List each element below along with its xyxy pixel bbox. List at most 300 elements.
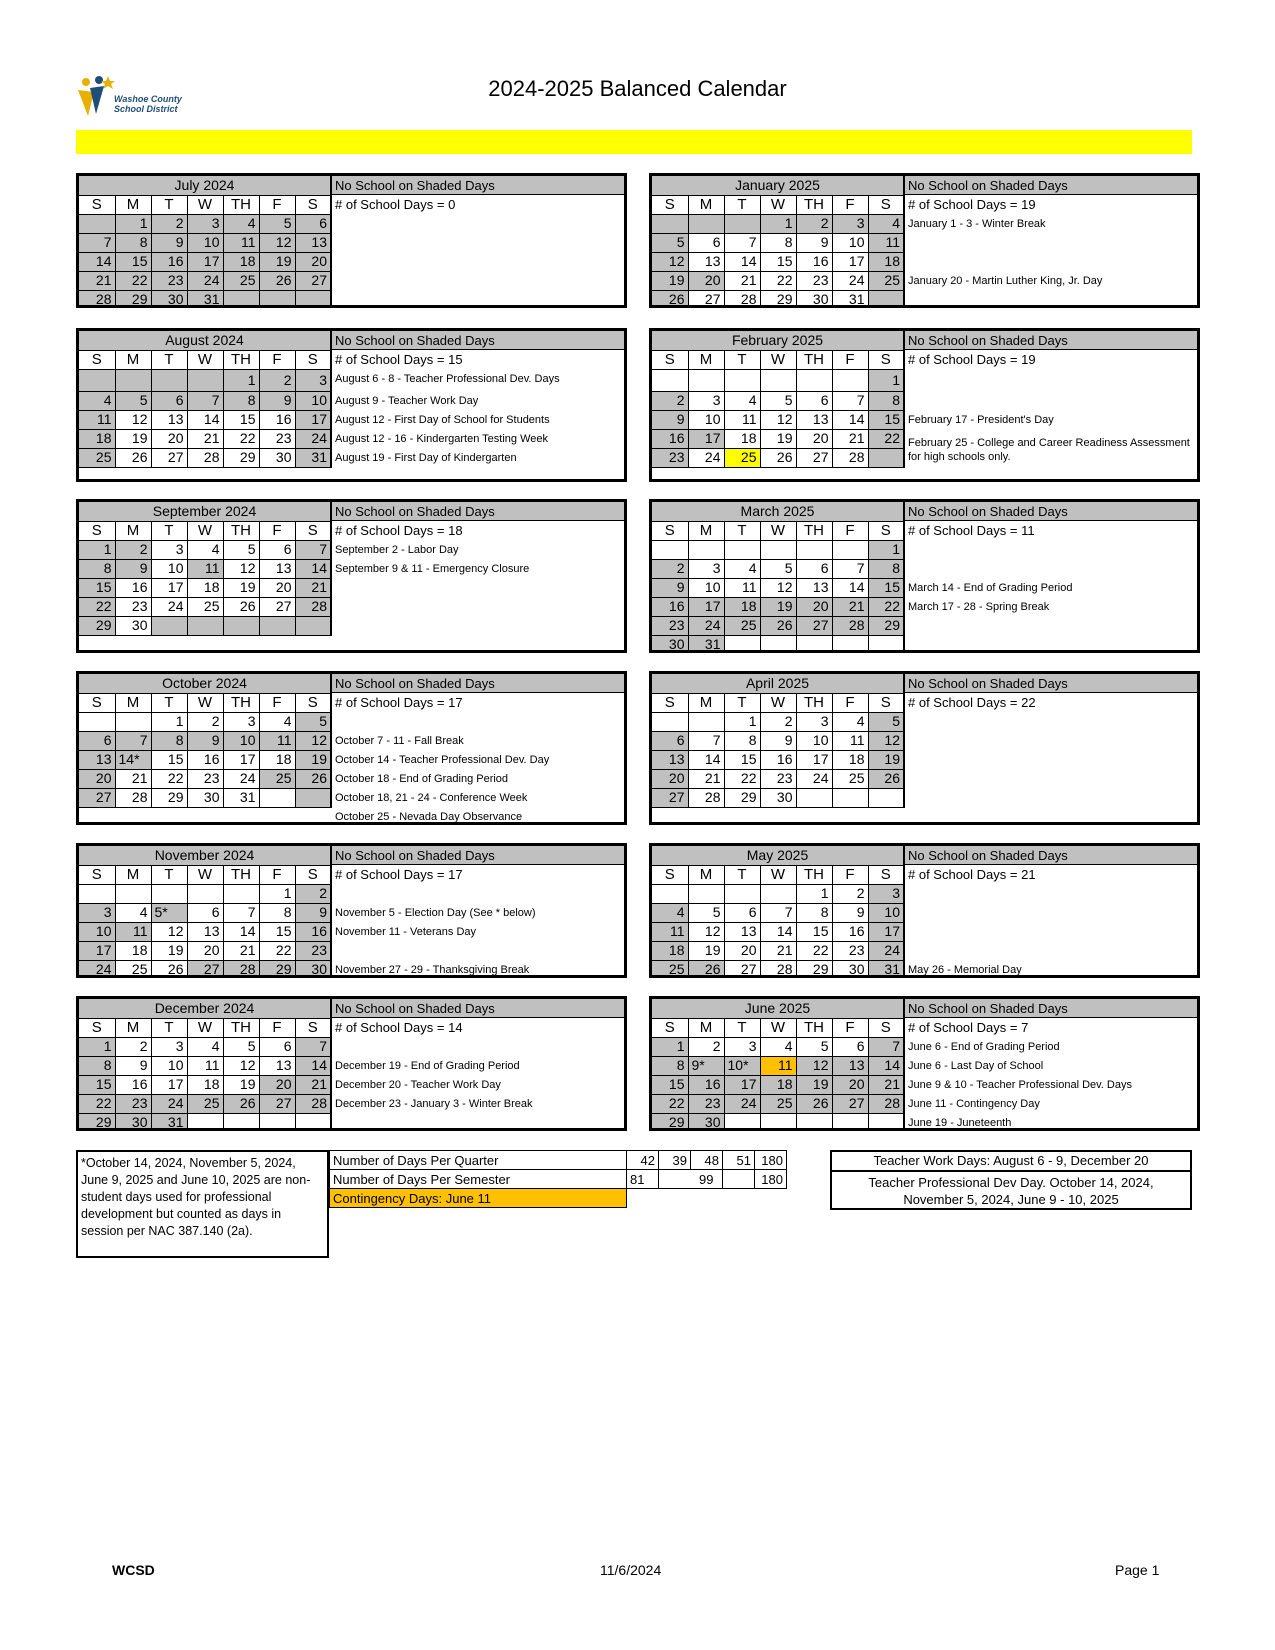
shaded-days-label: No School on Shaded Days	[332, 176, 624, 195]
day-cell: 23	[832, 941, 868, 960]
day-cell: 8	[79, 559, 115, 578]
month-block	[649, 328, 1200, 482]
day-cell: 16	[652, 429, 688, 448]
month-block	[649, 499, 1200, 653]
day-cell: 8	[724, 731, 760, 750]
day-cell: 8	[115, 233, 151, 252]
day-cell	[796, 369, 832, 391]
day-cell: 27	[688, 290, 724, 308]
day-cell: 30	[760, 788, 796, 807]
month-info	[905, 331, 1197, 479]
day-cell: 18	[652, 941, 688, 960]
weekday-header: T	[151, 195, 187, 214]
weekday-header: F	[259, 521, 295, 540]
day-cell: 2	[187, 712, 223, 731]
day-cell: 7	[187, 391, 223, 410]
day-cell: 20	[151, 429, 187, 448]
weekday-header: T	[724, 693, 760, 712]
day-cell: 29	[796, 960, 832, 978]
day-cell	[295, 616, 331, 635]
day-cell	[868, 635, 904, 653]
day-cell: 4	[223, 214, 259, 233]
weekday-header: W	[760, 350, 796, 369]
week-row	[652, 1037, 904, 1056]
day-cell: 21	[832, 597, 868, 616]
day-cell: 5	[295, 712, 331, 731]
day-cell	[868, 290, 904, 308]
weekday-header: TH	[223, 195, 259, 214]
week-row	[79, 712, 331, 731]
day-cell	[796, 540, 832, 559]
day-cell: 21	[760, 941, 796, 960]
day-cell: 16	[259, 410, 295, 429]
weekday-header: F	[259, 693, 295, 712]
day-cell: 20	[796, 597, 832, 616]
day-cell: 30	[115, 616, 151, 635]
day-cell: 7	[295, 540, 331, 559]
day-cell: 29	[652, 1113, 688, 1131]
weekday-header: S	[79, 865, 115, 884]
day-cell: 8	[652, 1056, 688, 1075]
day-cell: 13	[832, 1056, 868, 1075]
day-cell: 17	[79, 941, 115, 960]
day-cell: 8	[796, 903, 832, 922]
day-cell: 3	[796, 712, 832, 731]
contingency-row	[330, 1189, 787, 1208]
shaded-days-label: No School on Shaded Days	[905, 502, 1197, 521]
day-cell	[115, 712, 151, 731]
day-cell: 20	[259, 578, 295, 597]
day-cell: 19	[115, 429, 151, 448]
day-cell: 20	[796, 429, 832, 448]
day-cell: 21	[223, 941, 259, 960]
day-cell: 17	[688, 429, 724, 448]
day-cell: 6	[652, 731, 688, 750]
week-row	[652, 616, 904, 635]
shaded-days-label: No School on Shaded Days	[905, 674, 1197, 693]
day-cell: 3	[295, 369, 331, 391]
day-cell: 8	[223, 391, 259, 410]
day-cell: 15	[796, 922, 832, 941]
day-cell: 16	[688, 1075, 724, 1094]
day-cell: 3	[187, 214, 223, 233]
weekday-header: S	[79, 350, 115, 369]
day-cell: 1	[79, 540, 115, 559]
school-days-count: # of School Days = 17	[335, 695, 463, 710]
day-cell: 5	[760, 559, 796, 578]
day-cell: 19	[295, 750, 331, 769]
day-cell: 22	[79, 1094, 115, 1113]
calendar-note: September 9 & 11 - Emergency Closure	[335, 563, 530, 575]
weekday-header: M	[688, 521, 724, 540]
day-cell: 2	[295, 884, 331, 903]
calendar-note: October 25 - Nevada Day Observance	[335, 811, 523, 823]
week-row	[79, 448, 331, 467]
day-cell: 8	[151, 731, 187, 750]
day-cell: 5	[259, 214, 295, 233]
weekday-header: F	[259, 195, 295, 214]
day-cell: 11	[652, 922, 688, 941]
semester-value: 81	[627, 1170, 659, 1189]
day-cell: 15	[79, 1075, 115, 1094]
day-cell	[760, 540, 796, 559]
day-cell: 28	[295, 1094, 331, 1113]
day-cell: 15	[79, 578, 115, 597]
day-cell: 24	[223, 769, 259, 788]
weekday-header: S	[868, 350, 904, 369]
shaded-days-label: No School on Shaded Days	[332, 999, 624, 1018]
day-cell: 18	[832, 750, 868, 769]
day-cell: 25	[259, 769, 295, 788]
weekday-header: M	[115, 693, 151, 712]
day-cell: 23	[259, 429, 295, 448]
day-cell: 22	[259, 941, 295, 960]
month-title: April 2025	[652, 674, 904, 693]
day-cell: 10	[688, 578, 724, 597]
day-cell: 23	[652, 616, 688, 635]
calendar-table	[652, 331, 905, 468]
calendar-table	[652, 502, 905, 653]
day-cell: 10	[79, 922, 115, 941]
month-title: September 2024	[79, 502, 331, 521]
day-cell: 9	[115, 559, 151, 578]
day-cell: 21	[688, 769, 724, 788]
contingency-label: Contingency Days: June 11	[330, 1189, 627, 1208]
day-cell: 10	[223, 731, 259, 750]
day-cell: 21	[187, 429, 223, 448]
day-cell: 14	[187, 410, 223, 429]
week-row	[79, 252, 331, 271]
weekday-header: W	[187, 693, 223, 712]
day-cell	[187, 1113, 223, 1131]
month-block	[76, 499, 627, 653]
day-cell: 26	[295, 769, 331, 788]
day-cell: 13	[151, 410, 187, 429]
day-cell: 5	[688, 903, 724, 922]
day-cell: 11	[832, 731, 868, 750]
day-cell: 24	[295, 429, 331, 448]
day-cell	[223, 1113, 259, 1131]
day-cell: 17	[832, 252, 868, 271]
day-cell: 16	[151, 252, 187, 271]
month-block	[76, 671, 627, 825]
day-cell: 23	[187, 769, 223, 788]
week-row	[79, 540, 331, 559]
day-cell: 9	[652, 578, 688, 597]
day-cell: 28	[832, 616, 868, 635]
day-cell: 22	[652, 1094, 688, 1113]
day-cell: 4	[187, 540, 223, 559]
day-cell: 2	[760, 712, 796, 731]
day-cell: 13	[79, 750, 115, 769]
weekday-header: F	[832, 693, 868, 712]
day-cell: 18	[724, 597, 760, 616]
teacher-work-days-box: Teacher Work Days: August 6 - 9, December 20	[830, 1150, 1192, 1172]
day-cell	[832, 1113, 868, 1131]
day-cell: 17	[868, 922, 904, 941]
week-row	[652, 731, 904, 750]
week-row	[79, 788, 331, 807]
week-row	[652, 578, 904, 597]
day-cell: 11	[115, 922, 151, 941]
day-cell: 19	[223, 1075, 259, 1094]
day-cell: 27	[259, 1094, 295, 1113]
day-cell: 17	[151, 578, 187, 597]
day-cell: 11	[79, 410, 115, 429]
day-cell: 25	[760, 1094, 796, 1113]
semester-spacer	[659, 1170, 691, 1189]
day-cell: 18	[724, 429, 760, 448]
month-calendar	[79, 999, 332, 1128]
day-cell: 22	[151, 769, 187, 788]
weekday-header: T	[151, 521, 187, 540]
day-cell: 15	[151, 750, 187, 769]
day-cell: 18	[79, 429, 115, 448]
week-row	[79, 941, 331, 960]
day-cell: 22	[760, 271, 796, 290]
week-row	[652, 922, 904, 941]
month-title: July 2024	[79, 176, 331, 195]
day-cell: 13	[724, 922, 760, 941]
week-row	[79, 271, 331, 290]
quarter-label: Number of Days Per Quarter	[330, 1151, 627, 1170]
weekday-header: W	[187, 521, 223, 540]
day-cell: 14	[832, 410, 868, 429]
calendar-note: November 5 - Election Day (See * below)	[335, 907, 536, 919]
day-cell	[796, 788, 832, 807]
day-cell: 31	[688, 635, 724, 653]
day-cell: 31	[151, 1113, 187, 1131]
day-cell	[688, 712, 724, 731]
day-cell: 25	[223, 271, 259, 290]
day-cell: 19	[760, 429, 796, 448]
day-cell: 4	[115, 903, 151, 922]
quarter-row	[330, 1151, 787, 1170]
month-info	[332, 176, 624, 305]
calendar-table	[79, 846, 332, 978]
day-cell: 12	[151, 922, 187, 941]
day-cell: 28	[115, 788, 151, 807]
day-cell: 10	[187, 233, 223, 252]
day-cell: 1	[868, 540, 904, 559]
day-cell	[223, 616, 259, 635]
day-cell: 2	[652, 559, 688, 578]
calendar-note: June 9 & 10 - Teacher Professional Dev. Days	[908, 1079, 1132, 1091]
day-cell: 2	[796, 214, 832, 233]
day-cell	[295, 1113, 331, 1131]
day-cell: 13	[295, 233, 331, 252]
day-cell: 15	[259, 922, 295, 941]
month-calendar	[652, 846, 905, 975]
month-info	[332, 502, 624, 650]
day-cell: 11	[724, 410, 760, 429]
calendar-note: August 19 - First Day of Kindergarten	[335, 452, 517, 464]
day-cell: 15	[223, 410, 259, 429]
day-cell: 1	[796, 884, 832, 903]
day-cell: 16	[187, 750, 223, 769]
weekday-header: TH	[796, 350, 832, 369]
week-row	[652, 1113, 904, 1131]
day-cell: 7	[115, 731, 151, 750]
day-cell: 5	[796, 1037, 832, 1056]
day-cell: 16	[796, 252, 832, 271]
weekday-header: W	[760, 195, 796, 214]
day-cell	[868, 1113, 904, 1131]
day-cell: 3	[832, 214, 868, 233]
calendar-note: September 2 - Labor Day	[335, 544, 459, 556]
day-cell: 21	[115, 769, 151, 788]
weekday-header: S	[295, 521, 331, 540]
day-cell: 28	[79, 290, 115, 308]
weekday-header: TH	[223, 350, 259, 369]
day-cell: 13	[796, 578, 832, 597]
day-cell: 27	[295, 271, 331, 290]
day-cell	[652, 540, 688, 559]
day-cell: 7	[760, 903, 796, 922]
weekday-header: S	[652, 865, 688, 884]
day-cell: 28	[868, 1094, 904, 1113]
month-info	[905, 176, 1197, 305]
day-cell: 29	[724, 788, 760, 807]
weekday-header: F	[832, 521, 868, 540]
month-calendar	[79, 502, 332, 650]
day-cell: 1	[259, 884, 295, 903]
day-cell: 28	[724, 290, 760, 308]
weekday-header: M	[115, 1018, 151, 1037]
day-cell	[151, 616, 187, 635]
day-cell: 6	[259, 1037, 295, 1056]
day-cell: 13	[187, 922, 223, 941]
day-cell: 7	[832, 559, 868, 578]
shaded-days-label: No School on Shaded Days	[905, 999, 1197, 1018]
weekday-header: S	[79, 521, 115, 540]
day-cell: 12	[760, 578, 796, 597]
weekday-header: M	[688, 350, 724, 369]
day-cell: 29	[79, 1113, 115, 1131]
day-cell	[760, 635, 796, 653]
day-cell: 27	[724, 960, 760, 978]
shaded-days-label: No School on Shaded Days	[905, 176, 1197, 195]
weekday-header: F	[832, 1018, 868, 1037]
day-cell	[115, 884, 151, 903]
week-row	[79, 731, 331, 750]
day-cell: 2	[115, 540, 151, 559]
day-cell	[79, 369, 115, 391]
day-cell: 5	[760, 391, 796, 410]
week-row	[79, 597, 331, 616]
day-cell: 19	[223, 578, 259, 597]
footer-org: WCSD	[112, 1562, 155, 1578]
week-row	[652, 252, 904, 271]
weekday-header: S	[652, 1018, 688, 1037]
weekday-header: S	[652, 693, 688, 712]
week-row	[652, 1094, 904, 1113]
day-cell: 26	[688, 960, 724, 978]
weekday-header: F	[259, 865, 295, 884]
day-cell: 2	[688, 1037, 724, 1056]
day-cell: 6	[796, 559, 832, 578]
calendar-table	[79, 331, 332, 468]
day-cell	[796, 1113, 832, 1131]
day-cell: 27	[259, 597, 295, 616]
month-block	[76, 173, 627, 308]
day-cell	[652, 369, 688, 391]
day-cell: 17	[295, 410, 331, 429]
day-cell: 18	[259, 750, 295, 769]
day-cell: 31	[295, 448, 331, 467]
teacher-pd-box: Teacher Professional Dev Day. October 14, 2024, November 5, 2024, June 9 - 10, 2025	[830, 1170, 1192, 1210]
day-cell: 17	[724, 1075, 760, 1094]
day-cell	[652, 214, 688, 233]
day-cell: 11	[187, 559, 223, 578]
shaded-days-label: No School on Shaded Days	[332, 331, 624, 350]
day-cell: 3	[688, 559, 724, 578]
weekday-header: M	[688, 195, 724, 214]
day-cell: 2	[652, 391, 688, 410]
weekday-header: S	[295, 195, 331, 214]
day-cell: 14	[295, 559, 331, 578]
day-cell: 14	[688, 750, 724, 769]
day-cell: 25	[724, 448, 760, 467]
day-cell: 16	[115, 578, 151, 597]
weekday-header: TH	[223, 1018, 259, 1037]
day-cell: 1	[868, 369, 904, 391]
weekday-header: S	[652, 521, 688, 540]
calendar-note: January 20 - Martin Luther King, Jr. Day	[908, 275, 1103, 287]
day-cell: 14	[724, 252, 760, 271]
day-cell: 25	[187, 597, 223, 616]
day-cell: 19	[688, 941, 724, 960]
week-row	[79, 960, 331, 978]
day-cell	[832, 540, 868, 559]
day-cell	[295, 788, 331, 807]
weekday-header: TH	[796, 1018, 832, 1037]
quarter-value: 48	[691, 1151, 723, 1170]
day-cell: 27	[151, 448, 187, 467]
day-cell: 24	[688, 448, 724, 467]
day-cell: 22	[724, 769, 760, 788]
calendar-note: October 14 - Teacher Professional Dev. Day	[335, 754, 550, 766]
weekday-header: M	[115, 195, 151, 214]
day-cell: 13	[259, 559, 295, 578]
week-row	[652, 960, 904, 978]
day-cell	[223, 290, 259, 308]
calendar-note: June 11 - Contingency Day	[908, 1098, 1040, 1110]
day-cell: 4	[832, 712, 868, 731]
weekday-header: S	[79, 693, 115, 712]
weekday-header: TH	[223, 521, 259, 540]
semester-total: 180	[755, 1170, 787, 1189]
day-cell: 20	[832, 1075, 868, 1094]
day-cell: 30	[832, 960, 868, 978]
week-row	[79, 616, 331, 635]
month-calendar	[79, 176, 332, 305]
school-days-count: # of School Days = 15	[335, 352, 463, 367]
day-cell: 11	[223, 233, 259, 252]
page-title: 2024-2025 Balanced Calendar	[488, 76, 787, 101]
month-block	[649, 671, 1200, 825]
day-cell: 6	[832, 1037, 868, 1056]
day-cell: 12	[796, 1056, 832, 1075]
day-cell: 3	[223, 712, 259, 731]
school-days-count: # of School Days = 22	[908, 695, 1036, 710]
day-cell: 30	[259, 448, 295, 467]
week-row	[79, 410, 331, 429]
day-cell	[79, 712, 115, 731]
footer-page: Page 1	[1115, 1562, 1160, 1578]
day-cell: 7	[832, 391, 868, 410]
calendar-table	[79, 999, 332, 1131]
